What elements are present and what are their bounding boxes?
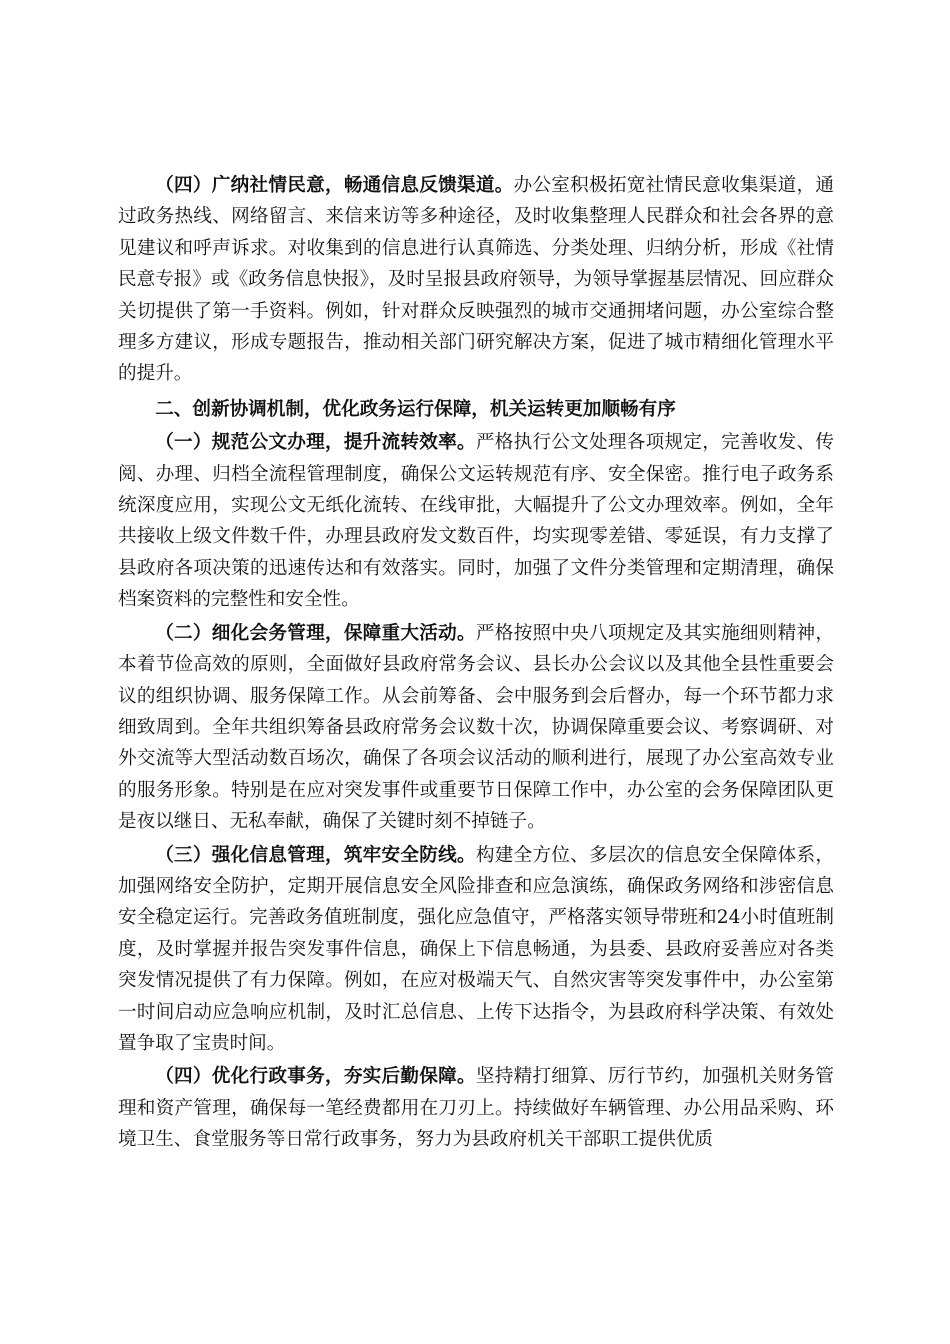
paragraph-lead: （一）规范公文办理，提升流转效率。 [155, 432, 476, 454]
paragraph-meeting-management [118, 618, 834, 838]
paragraph-body: 严格按照中央八项规定及其实施细则精神，本着节俭高效的原则，全面做好县政府常务会议、县长办公会议以及其他全县性重要会议的组织协调、服务保障工作。从会前筹备、会中服务到会后督办，每一个环节都力求细致周到。全年共组织筹备县政府常务会议数十次，协调保障重要会议、考察调研、对外交流等大型活动数百场次，确保了各项会议活动的顺利进行，展现了办公室高效专业的服务形象。特别是在应对突发事件或重要节日保障工作中，办公室的会务保障团队更是夜以继日、无私奉献，确保了关键时刻不掉链子。 [118, 622, 834, 833]
paragraph-body: 构建全方位、多层次的信息安全保障体系，加强网络安全防护，定期开展信息安全风险排查和应急演练，确保政务网络和涉密信息安全稳定运行。完善政务值班制度，强化应急值守，严格落实领导带班和24小时值班制度，及时掌握并报告突发事件信息，确保上下信息畅通，为县委、县政府妥善应对各类突发情况提供了有力保障。例如，在应对极端天气、自然灾害等突发事件中，办公室第一时间启动应急响应机制，及时汇总信息、上传下达指令，为县政府科学决策、有效处置争取了宝贵时间。 [118, 844, 834, 1054]
paragraph-lead: （二）细化会务管理，保障重大活动。 [155, 622, 476, 644]
paragraph-body: 坚持精打细算、厉行节约，加强机关财务管理和资产管理，确保每一笔经费都用在刀刃上。持续做好车辆管理、办公用品采购、环境卫生、食堂服务等日常行政事务，努力为县政府机关干部职工提供优质 [118, 1066, 834, 1151]
paragraph-document-handling [118, 427, 834, 615]
paragraph-body: 办公室积极拓宽社情民意收集渠道，通过政务热线、网络留言、来信来访等多种途径，及时收集整理人民群众和社会各界的意见建议和呼声诉求。对收集到的信息进行认真筛选、分类处理、归纳分析，形成《社情民意专报》或《政务信息快报》，及时呈报县政府领导，为领导掌握基层情况、回应群众关切提供了第一手资料。例如，针对群众反映强烈的城市交通拥堵问题，办公室综合整理多方建议，形成专题报告，推动相关部门研究解决方案，促进了城市精细化管理水平的提升。 [118, 175, 834, 385]
paragraph-body: 严格执行公文处理各项规定，完善收发、传阅、办理、归档全流程管理制度，确保公文运转规范有序、安全保密。推行电子政务系统深度应用，实现公文无纸化流转、在线审批，大幅提升了公文办理效率。例如，全年共接收上级文件数千件，办理县政府发文数百件，均实现零差错、零延误，有力支撑了县政府各项决策的迅速传达和有效落实。同时，加强了文件分类管理和定期清理，确保档案资料的完整性和安全性。 [118, 432, 834, 611]
paragraph-info-feedback [118, 170, 834, 390]
paragraph-lead: （四）优化行政事务，夯实后勤保障。 [155, 1066, 476, 1088]
paragraph-information-security [118, 840, 834, 1060]
section-heading: 二、创新协调机制，优化政务运行保障，机关运转更加顺畅有序 [155, 398, 676, 420]
paragraph-lead: （四）广纳社情民意，畅通信息反馈渠道。 [155, 175, 514, 196]
paragraph-administrative-affairs [118, 1061, 834, 1155]
paragraph-lead: （三）强化信息管理，筑牢安全防线。 [155, 844, 476, 866]
document-page [118, 170, 834, 1158]
